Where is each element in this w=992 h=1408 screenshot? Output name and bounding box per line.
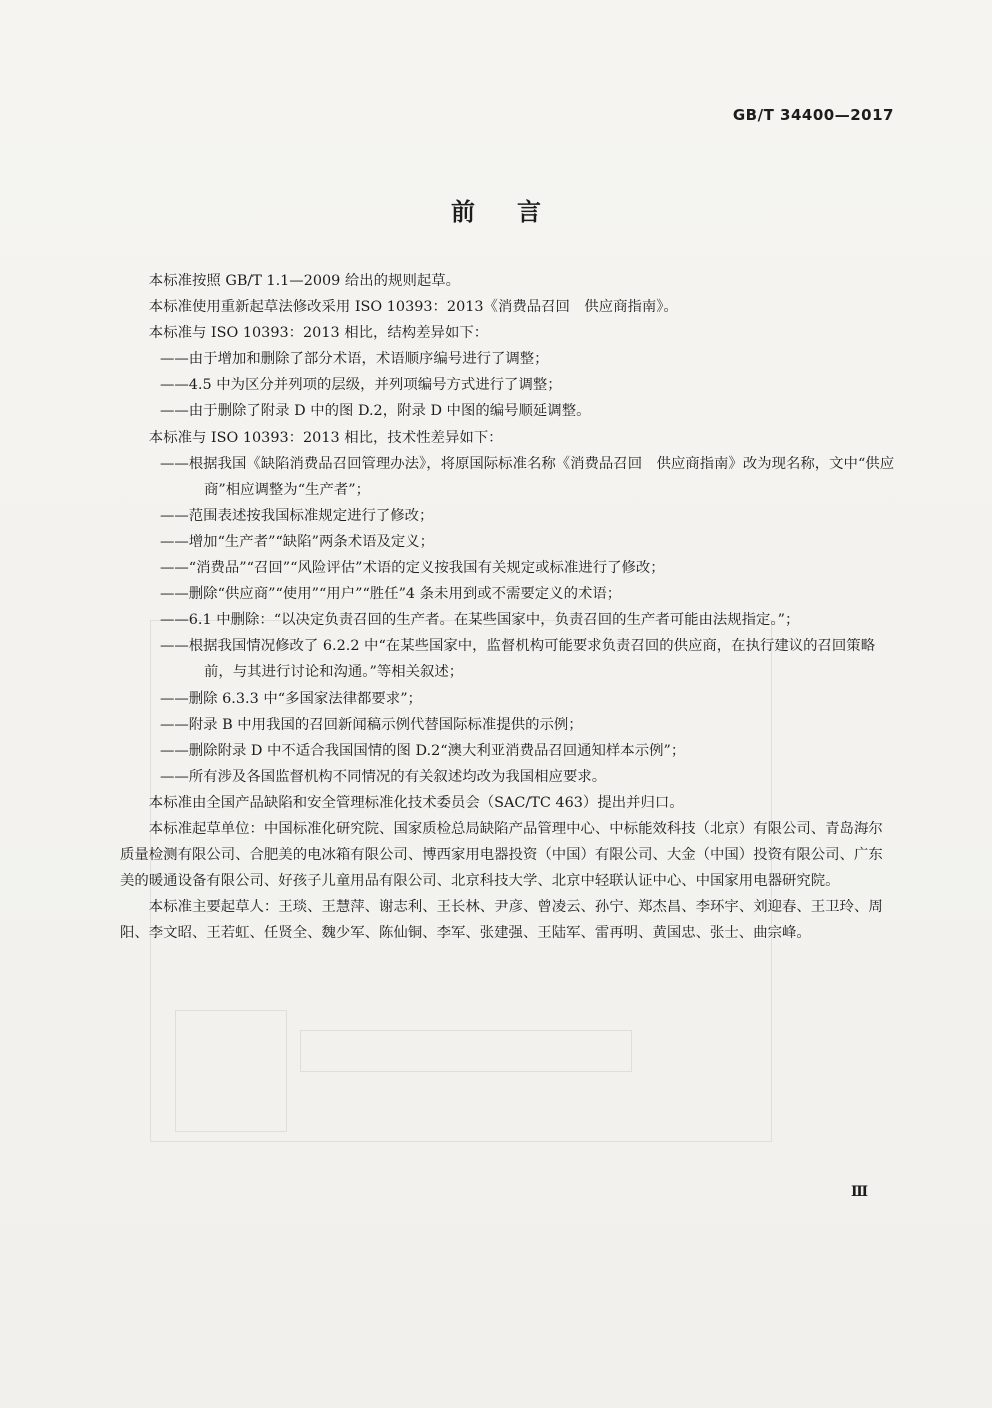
page-title: 前言 xyxy=(451,198,583,226)
list-item: ——由于删除了附录 D 中的图 D.2，附录 D 中图的编号顺延调整。 xyxy=(160,403,591,420)
list-item: ——由于增加和删除了部分术语，术语顺序编号进行了调整； xyxy=(160,351,549,368)
list-item: ——删除附录 D 中不适合我国国情的图 D.2“澳大利亚消费品召回通知样本示例”； xyxy=(160,742,686,759)
list-item: ——根据我国《缺陷消费品召回管理办法》，将原国际标准名称《消费品召回 供应商指南》改为现名称，文中“供应商”相应调整为“生产者”； xyxy=(160,455,895,498)
list-item: ——“消费品”“召回”“风险评估”术语的定义按我国有关规定或标准进行了修改； xyxy=(160,560,665,577)
page-number: Ⅲ xyxy=(850,1184,868,1200)
list-item: ——范围表述按我国标准规定进行了修改； xyxy=(160,507,434,524)
standard-code: GB/T 34400—2017 xyxy=(732,106,894,124)
list-item: ——根据我国情况修改了 6.2.2 中“在某些国家中，监督机构可能要求负责召回的供应商，在执行建议的召回策略前，与其进行讨论和沟通。”等相关叙述； xyxy=(160,638,876,681)
paragraph-proposer: 本标准由全国产品缺陷和安全管理标准化技术委员会（SAC/TC 463）提出并归口。 xyxy=(148,794,684,811)
list-item: ——删除 6.3.3 中“多国家法律都要求”； xyxy=(160,690,422,707)
list-item: ——6.1 中删除：“以决定负责召回的生产者。在某些国家中，负责召回的生产者可能由法规指定。”； xyxy=(160,612,800,629)
paragraph-adoption-method: 本标准使用重新起草法修改采用 ISO 10393：2013《消费品召回 供应商指南》。 xyxy=(148,299,678,316)
list-item: ——增加“生产者”“缺陷”两条术语及定义； xyxy=(160,533,435,550)
list-item: ——附录 B 中用我国的召回新闻稿示例代替国际标准提供的示例； xyxy=(160,716,583,733)
paragraph-technical-diff-intro: 本标准与 ISO 10393：2013 相比，技术性差异如下： xyxy=(148,429,503,446)
paragraph-drafters: 本标准主要起草人：王琰、王慧萍、谢志利、王长林、尹彦、曾凌云、孙宁、郑杰昌、李环宇、刘迎春、王卫玲、周阳、李文昭、王若虹、任贤全、魏少军、陈仙铜、李军、张建强、王陆军、雷再明、黄国忠、张士、曲宗峰。 xyxy=(120,899,883,942)
list-item: ——4.5 中为区分并列项的层级，并列项编号方式进行了调整； xyxy=(160,377,562,394)
list-item: ——所有涉及各国监督机构不同情况的有关叙述均改为我国相应要求。 xyxy=(160,768,607,785)
foreword-body xyxy=(120,268,896,946)
bleed-through-box xyxy=(175,1010,287,1132)
paragraph-drafting-units: 本标准起草单位：中国标准化研究院、国家质检总局缺陷产品管理中心、中标能效科技（北京）有限公司、青岛海尔质量检测有限公司、合肥美的电冰箱有限公司、博西家用电器投资（中国）有限公司、大金（中国）投资有限公司、广东美的暖通设备有限公司、好孩子儿童用品有限公司、北京科技大学、北京中轻联认证中心、中国家用电器研究院。 xyxy=(120,820,883,890)
bleed-through-box xyxy=(300,1030,632,1072)
paragraph-structural-diff-intro: 本标准与 ISO 10393：2013 相比，结构差异如下： xyxy=(148,325,489,342)
list-item: ——删除“供应商”“使用”“用户”“胜任”4 条未用到或不需要定义的术语； xyxy=(160,586,622,603)
paragraph-drafting-rules: 本标准按照 GB/T 1.1—2009 给出的规则起草。 xyxy=(148,273,461,289)
